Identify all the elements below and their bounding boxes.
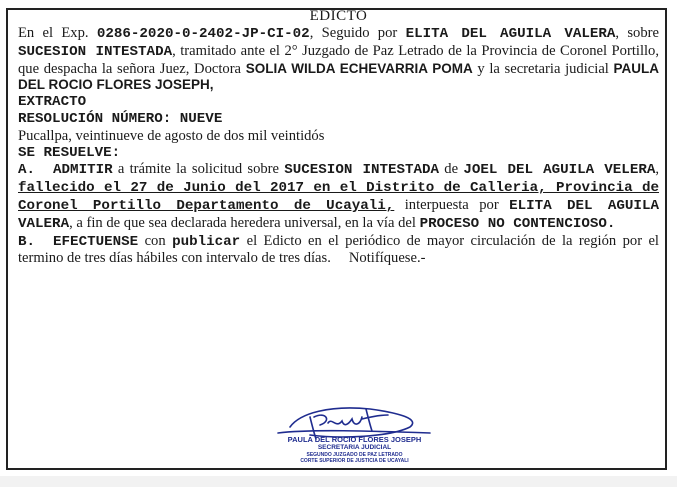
seal-role: SECRETARIA JUDICIAL bbox=[317, 444, 392, 451]
page-bottom-edge bbox=[0, 476, 677, 487]
intro-text-3: , sobre bbox=[615, 25, 659, 41]
item-a-text-2: de bbox=[439, 161, 464, 178]
item-b-text-1: con bbox=[138, 232, 173, 249]
item-a-text-3: , bbox=[655, 161, 660, 178]
notifiquese: Notifíquese.- bbox=[348, 250, 426, 267]
item-b bbox=[18, 233, 659, 268]
intro-text-2: , Seguido por bbox=[309, 25, 406, 41]
item-b-text-2: el Edicto en el periódico de mayor circulación de la región por el termino de tres días hábiles con intervalo de tres días. bbox=[18, 232, 659, 267]
death-details: fallecido el 27 de Junio del 2017 en el Distrito de Calleria, Provincia de Coronel Portillo Departamento de Ucayali, bbox=[18, 180, 659, 214]
date-line: Pucallpa, veintinueve de agosto de dos mil veintidós bbox=[18, 127, 325, 144]
matter-name: SUCESION INTESTADA bbox=[18, 43, 173, 60]
intro-text-1: En el Exp. bbox=[18, 25, 97, 41]
item-a-matter: SUCESION INTESTADA bbox=[284, 162, 440, 179]
case-number: 0286-2020-0-2402-JP-CI-02 bbox=[96, 26, 310, 42]
item-a-text-5: , a fin de que sea declarada heredera universal, en la vía del bbox=[69, 214, 420, 231]
intro-paragraph bbox=[18, 25, 659, 94]
item-a-letter: A. bbox=[18, 162, 36, 179]
seal-text bbox=[262, 435, 447, 464]
item-a-text-1: a trámite la solicitud sobre bbox=[112, 161, 285, 178]
edicto-title: EDICTO bbox=[309, 8, 368, 24]
edicto-body bbox=[18, 25, 659, 267]
resolucion-heading: RESOLUCIÓN NÚMERO: NUEVE bbox=[18, 110, 223, 127]
item-a-verb: ADMITIR bbox=[53, 162, 113, 179]
extracto-heading: EXTRACTO bbox=[18, 94, 87, 111]
se-resuelve-heading: SE RESUELVE: bbox=[18, 144, 121, 161]
seal-court: SEGUNDO JUZGADO DE PAZ LETRADO bbox=[306, 452, 403, 458]
item-b-verb: EFECTUENSE bbox=[53, 233, 139, 250]
proceso-type: PROCESO NO CONTENCIOSO. bbox=[419, 215, 616, 232]
item-b-letter: B. bbox=[18, 233, 36, 250]
seal-name: PAULA DEL ROCIO FLORES JOSEPH bbox=[287, 435, 422, 444]
deceased-name: JOEL DEL AGUILA VELERA bbox=[463, 162, 656, 179]
intro-text-5: y la secretaria judicial bbox=[472, 60, 614, 77]
publicar-word: publicar bbox=[172, 233, 241, 250]
item-a bbox=[18, 161, 659, 232]
secretary-name: PAULA DEL ROCIO FLORES JOSEPH, bbox=[18, 60, 660, 93]
applicant-name: ELITA DEL AGUILA VALERA bbox=[18, 197, 659, 232]
judge-name: SOLIA WILDA ECHEVARRIA POMA bbox=[245, 60, 473, 76]
seal-csj: CORTE SUPERIOR DE JUSTICIA DE UCAYALI bbox=[300, 458, 409, 464]
intro-text-4: , tramitado ante el 2° Juzgado de Paz Letrado de la Provincia de Coronel Portillo, que despacha la señora Juez, Doctora bbox=[18, 42, 659, 77]
plaintiff-name: ELITA DEL AGUILA VALERA bbox=[405, 26, 616, 42]
item-a-text-4: interpuesta por bbox=[394, 196, 510, 213]
